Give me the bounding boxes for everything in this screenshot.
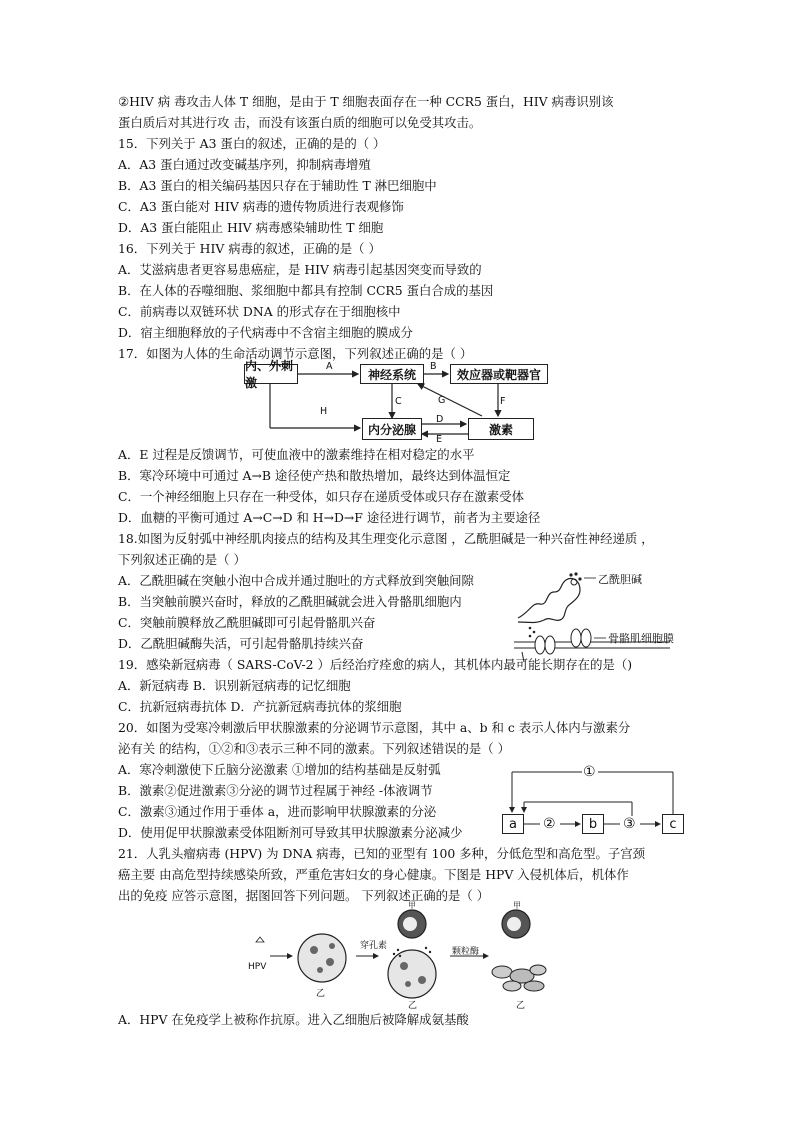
option-c: C．一个神经细胞上只存在一种受体，如只存在递质受体或只存在激素受体: [118, 489, 524, 504]
arrow-label-e: E: [436, 434, 443, 445]
box-hormone: 激素: [468, 418, 534, 440]
label-acetylcholine: 乙酰胆碱: [598, 573, 642, 586]
text-line: 癌主要 由高危型持续感染所致，严重危害妇女的身心健康。下图是 HPV 入侵机体后，机体作: [118, 867, 629, 882]
option-d: D．血糖的平衡可通过 A→C→D 和 H→D→F 途径进行调节，前者为主要途径: [118, 510, 541, 525]
option-a: A．寒冷刺激使下丘脑分泌激素 ①增加的结构基础是反射弧: [118, 762, 441, 777]
text-line: 泌有关 的结构，①②和③表示三种不同的激素。下列叙述错误的是（ ）: [118, 741, 510, 756]
figure-17-regulation-diagram: [240, 359, 550, 445]
hormone-1: ①: [583, 764, 596, 780]
label-cell-yi: 乙: [408, 1001, 418, 1011]
option-d: D．乙酰胆碱酶失活，可引起骨骼肌持续兴奋: [118, 636, 364, 651]
label-cell-jia: 甲: [408, 901, 416, 910]
option-d: D．宿主细胞释放的子代病毒中不含宿主细胞的膜成分: [118, 325, 413, 340]
question-18: 18.如图为反射弧中神经肌肉接点的结构及其生理变化示意图 ，乙酰胆碱是一种兴奋性神经递质 ，: [118, 531, 654, 546]
option-b: B．寒冷环境中可通过 A→B 途径使产热和散热增加，最终达到体温恒定: [118, 468, 511, 483]
option-a: A．艾滋病患者更容易患癌症，是 HIV 病毒引起基因突变而导致的: [118, 262, 482, 277]
option-b: B．在人体的吞噬细胞、浆细胞中都具有控制 CCR5 蛋白合成的基因: [118, 283, 494, 298]
structure-b: b: [582, 814, 604, 834]
option-b: B．A3 蛋白的相关编码基因只存在于辅助性 T 淋巴细胞中: [118, 178, 437, 193]
option-a: A．A3 蛋白通过改变碱基序列，抑制病毒增殖: [118, 157, 371, 172]
option-d: D．A3 蛋白能阻止 HIV 病毒感染辅助性 T 细胞: [118, 220, 384, 235]
structure-a: a: [502, 814, 524, 834]
option-c: C．激素③通过作用于垂体 a，进而影响甲状腺激素的分泌: [118, 804, 437, 819]
label-muscle-membrane: 骨骼肌细胞膜: [608, 632, 674, 645]
option-a: A．HPV 在免疫学上被称作抗原。进入乙细胞后被降解成氨基酸: [118, 1012, 469, 1027]
label-perforin: 穿孔素: [360, 941, 388, 951]
box-effector: 效应器或靶器官: [450, 364, 548, 384]
question-15: 15．下列关于 A3 蛋白的叙述，正确的是的（ ）: [118, 136, 386, 151]
option-a-b: A．新冠病毒 B．识别新冠病毒的记忆细胞: [118, 678, 351, 693]
text-line: ②HIV 病 毒攻击人体 T 细胞，是由于 T 细胞表面存在一种 CCR5 蛋白，HIV 病毒识别该: [118, 94, 614, 109]
option-c-d: C．抗新冠病毒抗体 D．产抗新冠病毒抗体的浆细胞: [118, 699, 402, 714]
hormone-2: ②: [543, 816, 556, 832]
box-endocrine: 内分泌腺: [362, 418, 422, 440]
hormone-3: ③: [623, 816, 636, 832]
question-19: 19．感染新冠病毒（ SARS-CoV-2 ）后经治疗痊愈的病人，其机体内最可能长期存在的是（): [118, 657, 633, 672]
option-a: A．E 过程是反馈调节，可使血液中的激素维持在相对稳定的水平: [118, 447, 475, 462]
option-a: A．乙酰胆碱在突触小泡中合成并通过胞吐的方式释放到突触间隙: [118, 573, 474, 588]
text-line: 下列叙述正确的是（ ）: [118, 552, 246, 567]
arrow-label-b: B: [430, 361, 437, 372]
option-d: D．使用促甲状腺激素受体阻断剂可导致其甲状腺激素分泌减少: [118, 825, 463, 840]
arrow-label-f: F: [500, 396, 506, 407]
box-nervous-system: 神经系统: [360, 364, 424, 384]
figure-21-immune-response: [240, 900, 560, 1011]
figure-20-thyroid-regulation: [500, 762, 690, 836]
immune-drawing: [240, 900, 560, 1008]
text-line: 出的免疫 应答示意图，据图回答下列问题。 下列叙述正确的是（ ）: [118, 888, 490, 903]
label-hpv: HPV: [248, 962, 267, 972]
synapse-drawing: [510, 562, 680, 662]
arrow-label-a: A: [326, 361, 333, 372]
arrow-label-c: C: [395, 396, 402, 407]
question-16: 16．下列关于 HIV 病毒的叙述，正确的是（ ）: [118, 241, 381, 256]
question-21: 21．人乳头瘤病毒 (HPV) 为 DNA 病毒，已知的亚型有 100 多种，分低危型和高危型。子宫颈: [118, 846, 646, 861]
label-cell-yi: 乙: [316, 989, 326, 999]
option-b: B．激素②促进激素③分泌的调节过程属于神经 -体液调节: [118, 783, 433, 798]
figure-18-synapse: [510, 562, 680, 662]
option-c: C．突触前膜释放乙酰胆碱即可引起骨骼肌兴奋: [118, 615, 376, 630]
box-stimulus: 内、外刺激: [244, 364, 298, 384]
text-line: 蛋白质后对其进行攻 击，而没有该蛋白质的细胞可以免受其攻击。: [118, 115, 482, 130]
option-c: C．前病毒以双链环状 DNA 的形式存在于细胞核中: [118, 304, 401, 319]
option-c: C．A3 蛋白能对 HIV 病毒的遗传物质进行表观修饰: [118, 199, 404, 214]
label-cell-jia: 甲: [513, 901, 521, 910]
structure-c: c: [662, 814, 684, 834]
question-17: 17．如图为人体的生命活动调节示意图，下列叙述正确的是（ ）: [118, 346, 473, 361]
arrow-label-d: D: [436, 414, 444, 425]
option-b: B．当突触前膜兴奋时，释放的乙酰胆碱就会进入骨骼肌细胞内: [118, 594, 462, 609]
label-granzyme: 颗粒酶: [452, 947, 480, 957]
arrow-label-g: G: [438, 395, 446, 406]
question-20: 20．如图为受寒冷刺激后甲状腺激素的分泌调节示意图，其中 a、b 和 c 表示人体内与激素分: [118, 720, 631, 735]
label-cell-yi: 乙: [516, 1001, 526, 1011]
arrow-label-h: H: [320, 406, 328, 417]
